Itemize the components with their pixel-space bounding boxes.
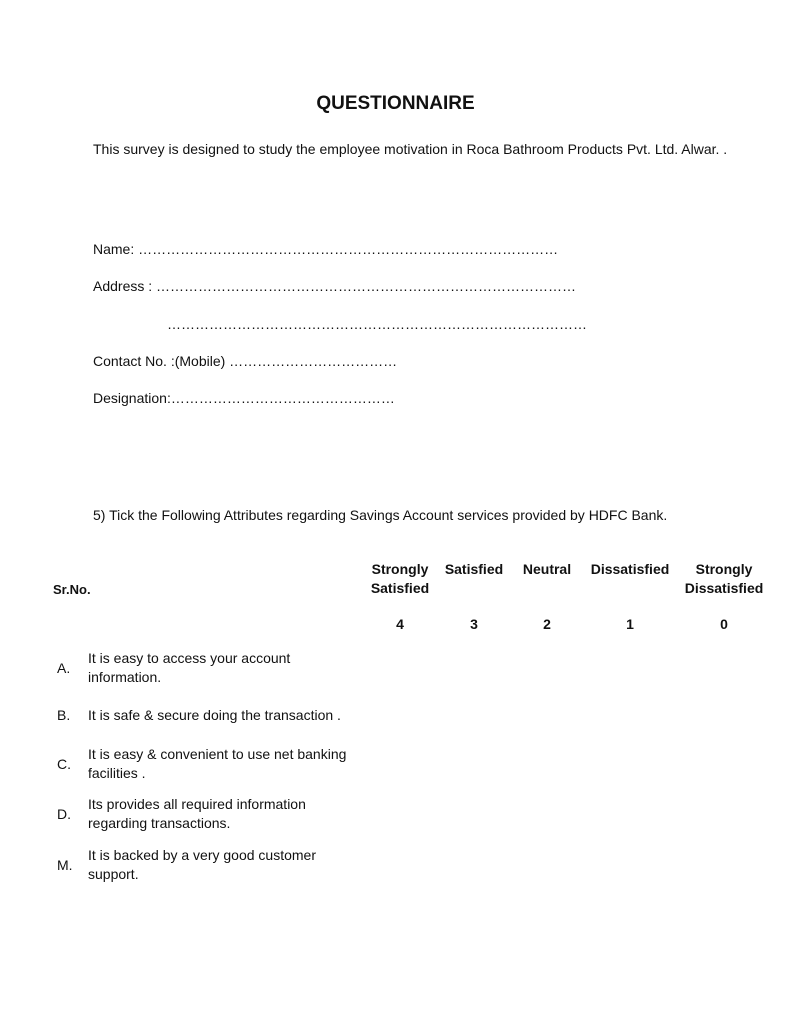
intro-paragraph: This survey is designed to study the employee motivation in Roca Bathroom Products Pvt. Ltd. Alwar. .	[93, 141, 728, 157]
column-header-strongly-dissatisfied	[679, 560, 769, 598]
score-3: 3	[470, 616, 478, 632]
contact-field: Contact No. :(Mobile) ………………………………	[93, 353, 398, 369]
address-line2-field: ………………………………………………………………………………	[167, 316, 587, 332]
address-field: Address : ………………………………………………………………………………	[93, 278, 577, 294]
column-header-strongly-satisfied	[360, 560, 440, 598]
name-field: Name: ………………………………………………………………………………	[93, 241, 559, 257]
row-letter: M.	[57, 857, 73, 873]
column-header-dissatisfied	[585, 560, 675, 579]
column-header-satisfied	[434, 560, 514, 579]
row-statement: It is easy to access your account information.	[88, 650, 291, 685]
column-header-line2: Satisfied	[370, 580, 430, 596]
score-4: 4	[396, 616, 404, 632]
question-text: 5) Tick the Following Attributes regarding Savings Account services provided by HDFC Bank.	[93, 507, 668, 523]
column-header-line1: Dissatisfied	[590, 561, 670, 577]
row-letter: A.	[57, 660, 71, 676]
designation-field: Designation:…………………………………………	[93, 390, 395, 406]
row-statement: It is backed by a very good customer support.	[88, 847, 316, 882]
score-0: 0	[720, 616, 728, 632]
row-statement: It is safe & secure doing the transaction .	[88, 707, 341, 723]
row-letter: D.	[57, 806, 71, 822]
column-header-neutral	[512, 560, 582, 579]
row-letter: B.	[57, 707, 71, 723]
column-header-line1: Satisfied	[444, 561, 504, 577]
column-header-line1: Neutral	[522, 561, 572, 577]
row-letter: C.	[57, 756, 71, 772]
row-statement: Its provides all required information regarding transactions.	[88, 796, 306, 831]
srno-header: Sr.No.	[53, 582, 91, 597]
score-1: 1	[626, 616, 634, 632]
score-2: 2	[543, 616, 551, 632]
column-header-line1: Strongly	[695, 561, 753, 577]
column-header-line2: Dissatisfied	[684, 580, 764, 596]
page-title: QUESTIONNAIRE	[316, 93, 475, 114]
row-statement: It is easy & convenient to use net banking facilities .	[88, 746, 347, 781]
column-header-line1: Strongly	[371, 561, 429, 577]
